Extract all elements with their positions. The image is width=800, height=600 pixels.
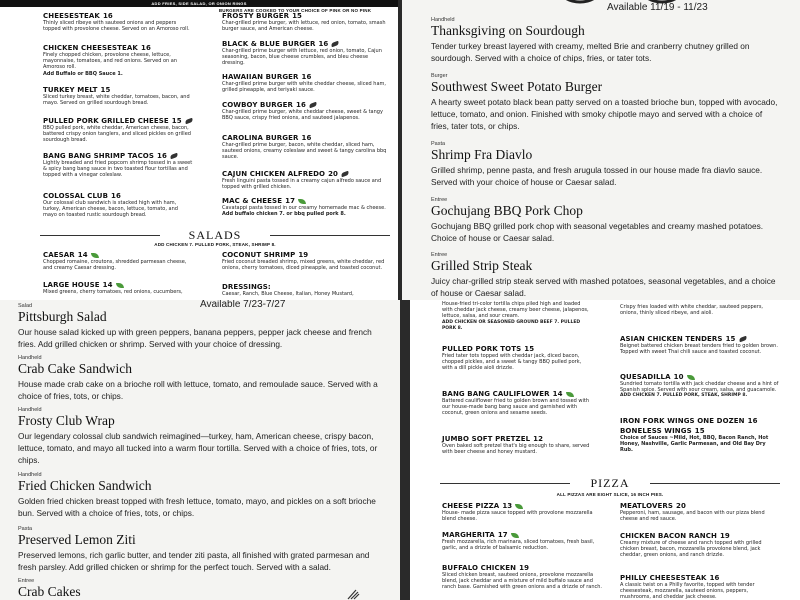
salads-addon: ADD CHICKEN 7. PULLED PORK, STEAK, SHRIMP 8. bbox=[154, 242, 276, 247]
menu-item: BONELESS WINGS 15 Choice of Sauces ~Mild, Hot, BBQ, Bacon Ranch, Hot Honey, Nashville, Garlic Parmesan, and Old Bay Dry Rub. bbox=[620, 427, 769, 454]
special-item: Pasta Shrimp Fra Diavlo Grilled shrimp, penne pasta, and fresh arugula tossed in our house made fra diavlo sauce. Served with your choice of house or Caesar salad. bbox=[431, 141, 763, 187]
menu-item: CHICKEN CHEESESTEAK 16 Finely chopped chicken, provolone cheese, lettuce, mayonnaise, tomatoes, and red onions. Served on an Amoroso roll. Add Buffalo or BBQ Sauce 1. bbox=[43, 44, 178, 77]
menu-item: PHILLY CHEESESTEAK 16 A classic twist on a Philly favorite, topped with tender cheesesteak, mozzarella, sauteed onions, peppers, mushrooms, and cheddar jack cheese. bbox=[620, 574, 755, 600]
menu-item: MARGHERITA 17 Fresh mozzarella, rich marinara, sliced tomatoes, fresh basil, garlic, and a drizzle of balsamic reduction. bbox=[442, 531, 595, 552]
menu-page-appetizers-pizza bbox=[410, 300, 800, 600]
spicy-icon bbox=[185, 118, 194, 124]
menu-item: Crispy fries loaded with white cheddar, sauteed peppers, onions, thinly sliced ribeye, and aioli. bbox=[620, 304, 764, 317]
menu-item: BUFFALO CHICKEN 19 Sliced chicken breast, sauteed onions, provolone mozzarella blend, jack cheddar and a mixture of mild buffalo sauce and ranch base. Garnished with green onions and a drizzle of ranch. bbox=[442, 564, 603, 591]
pizza-heading: PIZZA bbox=[440, 476, 780, 491]
menu-item: DRESSINGS: Caesar, Ranch, Blue Cheese, Italian, Honey Mustard, bbox=[222, 283, 354, 297]
menu-page-sandwiches bbox=[0, 0, 398, 300]
pizza-note: ALL PIZZAS ARE EIGHT SLICE, 16 INCH PIES. bbox=[556, 492, 664, 497]
menu-item: JUMBO SOFT PRETZEL 12 Oven baked soft pretzel that's big enough to share, served with beer cheese and honey mustard. bbox=[442, 435, 590, 456]
special-item: Entree Gochujang BBQ Pork Chop Gochujang BBQ grilled pork chop with seasonal vegetables and creamy mashed potatoes. Choice of house or Caesar salad. bbox=[431, 197, 764, 243]
special-item: Handheld Fried Chicken Sandwich Golden fried chicken breast topped with fresh lettuce, tomato, mayo, and pickles on a soft brioche bun. Served with a choice of fries, tots, or chips. bbox=[18, 472, 376, 518]
menu-item: CHEESESTEAK 16 Thinly sliced ribeye with sauteed onions and peppers topped with provolone cheese. Served on an Amoroso roll. bbox=[43, 12, 190, 33]
menu-item: ASIAN CHICKEN TENDERS 15 Beignet battered chicken breast tenders fried to golden brown. Topped with sweet Thai chili sauce and toasted coconut. bbox=[620, 335, 778, 356]
spicy-icon bbox=[341, 171, 350, 177]
menu-item: PULLED PORK TOTS 15 Fried tater tots topped with cheddar jack, diced bacon, chopped pickles, and a sweet & tangy BBQ pulled pork, with a dill pickle aioli drizzle. bbox=[442, 345, 582, 372]
menu-item: CAJUN CHICKEN ALFREDO 20 Fresh linguini pasta tossed in a creamy cajun alfredo sauce and topped with grilled chicken. bbox=[222, 170, 382, 191]
special-item: Handheld Thanksgiving on Sourdough Tender turkey breast layered with creamy, melted Brie and cranberry chutney grilled on sourdough. Served with a choice of chips, fries, or tater tots. bbox=[431, 17, 750, 63]
menu-item: COLOSSAL CLUB 16 Our colossal club sandwich is stacked high with ham, turkey, American cheese, bacon, lettuce, tomato, and mayo on toasted rustic sourdough bread. bbox=[43, 192, 178, 219]
special-item: Entree Grilled Strip Steak Juicy char-grilled strip steak served with mashed potatoes, seasonal vegetables, and a choice of house or Caesar salad. bbox=[431, 252, 776, 298]
menu-item: House-fried tri-color tortilla chips piled high and loaded with cheddar jack cheese, creamy beer cheese, jalapenos, lettuce, salsa, and sour cream. ADD CHICKEN OR SEASONED GROUND BEEF 7. PULLED PORK 8. bbox=[442, 301, 589, 331]
vegetarian-icon bbox=[511, 533, 519, 538]
vegetarian-icon bbox=[91, 253, 99, 258]
menu-item: CAROLINA BURGER 16 Char-grilled prime burger, bacon, white cheddar, sliced ham, sauteed onions, creamy coleslaw and sweet & tangy carolina bbq sauce. bbox=[222, 134, 387, 161]
specials-page-november bbox=[402, 0, 800, 300]
menu-item: IRON FORK WINGS ONE DOZEN 16 bbox=[620, 417, 758, 425]
menu-item: PULLED PORK GRILLED CHEESE 15 BBQ pulled pork, white cheddar, American cheese, bacon, battered crispy onion tanglers, and sliced pickles on grilled sourdough bread. bbox=[43, 117, 193, 144]
menu-item: BANG BANG SHRIMP TACOS 16 Lightly breaded and fried popcorn shrimp tossed in a sweet & spicy bang bang sauce in two toasted flour tortillas and topped with a vinegar coleslaw. bbox=[43, 152, 193, 179]
menu-item: CHEESE PIZZA 13 House- made pizza sauce topped with provolone mozzarella blend cheese. bbox=[442, 502, 593, 523]
availability-dates: Available 7/23-7/27 bbox=[200, 300, 286, 310]
menu-item: BLACK & BLUE BURGER 16 Char-grilled prime burger with lettuce, red onion, tomato, Cajun seasoning, bacon, blue cheese crumbles, and bleu cheese dressing. bbox=[222, 40, 382, 67]
menu-item: FROSTY BURGER 15 Char-grilled prime burger, with lettuce, red onion, tomato, smash burger sauce, and American cheese. bbox=[222, 12, 386, 33]
spicy-icon bbox=[331, 41, 340, 47]
salads-heading: SALADS bbox=[40, 228, 390, 243]
spicy-icon bbox=[309, 102, 318, 108]
vegetarian-icon bbox=[298, 199, 306, 204]
menu-item: MEATLOVERS 20 Pepperoni, ham, sausage, and bacon with our pizza blend cheese and red sauce. bbox=[620, 502, 765, 523]
top-strip: ADD FRIES, SIDE SALAD, OR ONION RINGS bbox=[0, 0, 398, 7]
spicy-icon bbox=[170, 153, 179, 159]
special-item: Handheld Crab Cake Sandwich House made crab cake on a brioche roll with lettuce, tomato, and remoulade sauce. Served with a choice of fries, tots, or chips. bbox=[18, 355, 378, 401]
burger-note: BURGERS ARE COOKED TO YOUR CHOICE OF PINK OR NO PINK bbox=[218, 8, 372, 13]
menu-item: COWBOY BURGER 16 Char-grilled prime burger, white cheddar cheese, sweet & tangy BBQ sauce, crispy fried onions, and sauteed jalapenos. bbox=[222, 101, 383, 122]
special-item: Entree Crab Cakes bbox=[18, 578, 81, 599]
menu-item: CHICKEN BACON RANCH 19 Creamy mixture of cheese and ranch topped with grilled chicken breast, bacon, mozzarella provolone blend, jack cheddar, green onions, and ranch drizzle. bbox=[620, 532, 762, 559]
vegetarian-icon bbox=[116, 283, 124, 288]
vegetarian-icon bbox=[515, 504, 523, 509]
menu-item: MAC & CHEESE 17 Cavatappi pasta tossed in our creamy homemade mac & cheese. Add buffalo chicken 7. or bbq pulled pork 8. bbox=[222, 197, 386, 218]
fork-icon bbox=[346, 588, 360, 600]
availability-dates: Available 11/19 - 11/23 bbox=[607, 2, 708, 13]
special-item: Burger Southwest Sweet Potato Burger A hearty sweet potato black bean patty served on a toasted brioche bun, topped with avocado, lettuce, tomato, and onion. Finished with smoky chipotle mayo and served with a choice of fries, tater tots, or chips. bbox=[431, 73, 778, 131]
menu-item: COCONUT SHRIMP 19 Fried coconut breaded shrimp, mixed greens, white cheddar, red onions, cherry tomatoes, diced pineapple, and toasted coconut. bbox=[222, 251, 385, 272]
menu-item: HAWAIIAN BURGER 16 Char-grilled prime burger with white cheddar cheese, sliced ham, grilled pineapple, and teriyaki sauce. bbox=[222, 73, 386, 94]
vegetarian-icon bbox=[687, 375, 695, 380]
menu-item: LARGE HOUSE 14 Mixed greens, cherry tomatoes, red onions, cucumbers, bbox=[43, 281, 183, 295]
menu-item: QUESADILLA 10 Sundried tomato tortilla with jack cheddar cheese and a hint of Spanish spice. Served with sour cream, salsa, and guacamole. ADD CHICKEN 7. PULLED PORK, STEAK, SHRIMP 8. bbox=[620, 373, 779, 399]
menu-item: CAESAR 14 Chopped romaine, croutons, shredded parmesan cheese, and creamy Caesar dressing. bbox=[43, 251, 187, 272]
menu-item: TURKEY MELT 15 Sliced turkey breast, white cheddar, tomatoes, bacon, and mayo. Served on grilled sourdough bread. bbox=[43, 86, 190, 107]
specials-page-july bbox=[0, 300, 400, 600]
vegetarian-icon bbox=[566, 392, 574, 397]
special-item: Handheld Frosty Club Wrap Our legendary colossal club sandwich reimagined—turkey, ham, American cheese, crispy bacon, lettuce, tomato, and mayo all tucked into a warm flour tortilla. Served with a choice of fries, tots, or chips. bbox=[18, 407, 378, 465]
menu-item: BANG BANG CAULIFLOWER 14 Battered cauliflower fried to golden brown and tossed with our house-made bang bang sauce and garnished with coconut, green onions and sesame seeds. bbox=[442, 390, 590, 417]
special-item: Salad Pittsburgh Salad Our house salad kicked up with green peppers, banana peppers, pepper jack cheese and french fries. Add grilled chicken or shrimp. Served with your choice of dressing. bbox=[18, 303, 372, 349]
special-item: Pasta Preserved Lemon Ziti Preserved lemons, rich garlic butter, and tender ziti pasta, all finished with grated parmesan and fresh parsley. Add grilled chicken or shrimp for the perfect touch. Served with a salad. bbox=[18, 526, 370, 572]
spicy-icon bbox=[739, 336, 748, 342]
